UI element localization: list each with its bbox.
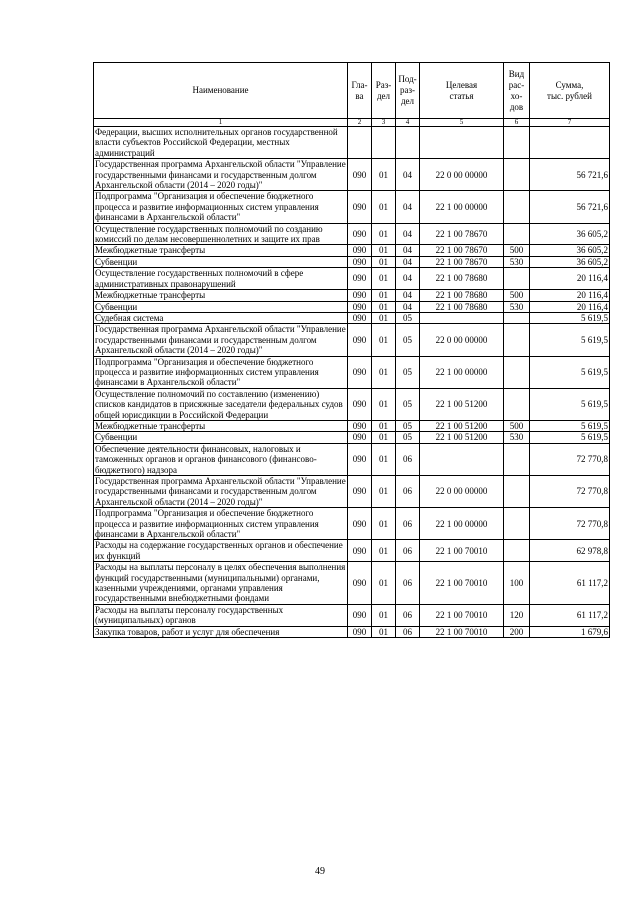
row-sum-cell: 5 619,5 (530, 432, 610, 443)
table-row (94, 388, 610, 420)
row-glava-cell: 090 (348, 420, 372, 431)
header-razdel: Раз- дел (372, 63, 396, 119)
row-glava-cell: 090 (348, 268, 372, 290)
row-glava-cell: 090 (348, 301, 372, 312)
row-podrazdel-cell: 05 (396, 432, 420, 443)
row-statya-cell: 22 1 00 70010 (420, 562, 504, 605)
row-glava-cell: 090 (348, 191, 372, 223)
row-glava-cell: 090 (348, 245, 372, 256)
row-name-cell: Осуществление государственных полномочий по созданию комиссий по делам несовершеннолетних и защите их прав (94, 223, 348, 245)
row-razdel-cell (372, 127, 396, 159)
row-sum-cell: 72 770,8 (530, 443, 610, 475)
row-razdel-cell: 01 (372, 159, 396, 191)
row-name-cell: Расходы на выплаты персоналу государственных (муниципальных) органов (94, 604, 348, 626)
budget-table (93, 62, 610, 638)
row-sum-cell: 20 116,4 (530, 290, 610, 301)
row-vid-cell: 500 (504, 420, 530, 431)
row-statya-cell: 22 1 00 70010 (420, 540, 504, 562)
table-row (94, 604, 610, 626)
row-glava-cell: 090 (348, 256, 372, 267)
header-glava: Гла- ва (348, 63, 372, 119)
row-name-cell: Государственная программа Архангельской области "Управление государственными финансами и государственным долгом Архангельской области (2014 – 2020 годы)" (95, 324, 346, 356)
row-glava-cell: 090 (348, 290, 372, 301)
row-vid-cell (504, 223, 530, 245)
row-razdel-cell: 01 (372, 223, 396, 245)
table-row (94, 356, 610, 388)
row-glava-cell (348, 127, 372, 159)
row-razdel-cell: 01 (372, 312, 396, 323)
row-glava-cell: 090 (348, 476, 372, 508)
table-row (94, 324, 610, 356)
row-sum-cell: 20 116,4 (530, 301, 610, 312)
row-glava-cell: 090 (348, 540, 372, 562)
row-glava-cell: 090 (348, 388, 372, 420)
row-name-cell: Расходы на выплаты персоналу в целях обеспечения выполнения функций государственными (муниципальными) органами, казенными учреждениями, органами управления государственными внебюджетными фондами (94, 562, 348, 605)
row-vid-cell: 100 (504, 562, 530, 605)
column-number: 7 (530, 119, 610, 127)
row-statya-cell (420, 127, 504, 159)
table-row (94, 245, 610, 256)
row-vid-cell (504, 356, 530, 388)
row-statya-cell: 22 1 00 00000 (420, 356, 504, 388)
row-razdel-cell: 01 (372, 256, 396, 267)
row-razdel-cell: 01 (372, 562, 396, 605)
row-sum-cell: 5 619,5 (530, 420, 610, 431)
column-number: 2 (348, 119, 372, 127)
table-row (94, 443, 610, 475)
row-vid-cell (504, 127, 530, 159)
row-statya-cell: 22 0 00 00000 (420, 324, 504, 356)
row-glava-cell: 090 (348, 432, 372, 443)
row-glava-cell: 090 (348, 443, 372, 475)
table-row (94, 159, 610, 191)
row-name-cell: Обеспечение деятельности финансовых, налоговых и таможенных органов и органов финансового (финансово-бюджетного) надзора (94, 443, 348, 475)
row-name-cell: Субвенции (94, 256, 348, 267)
row-statya-cell: 22 0 00 00000 (420, 159, 504, 191)
table-row (94, 420, 610, 431)
row-podrazdel-cell: 04 (396, 301, 420, 312)
row-statya-cell (420, 443, 504, 475)
row-podrazdel-cell: 05 (396, 356, 420, 388)
row-sum-cell: 36 605,2 (530, 223, 610, 245)
row-statya-cell: 22 1 00 70010 (420, 626, 504, 637)
row-podrazdel-cell: 04 (396, 191, 420, 223)
row-sum-cell (530, 127, 610, 159)
row-razdel-cell: 01 (372, 191, 396, 223)
table-row (94, 301, 610, 312)
column-number-row (94, 119, 610, 127)
row-sum-cell: 5 619,5 (530, 356, 610, 388)
row-vid-cell (504, 312, 530, 323)
row-name-cell: Субвенции (94, 301, 348, 312)
row-sum-cell: 5 619,5 (530, 324, 610, 356)
row-statya-cell: 22 1 00 00000 (420, 508, 504, 540)
table-row (94, 191, 610, 223)
row-razdel-cell: 01 (372, 604, 396, 626)
row-vid-cell: 120 (504, 604, 530, 626)
row-glava-cell: 090 (348, 604, 372, 626)
row-sum-cell: 56 721,6 (530, 191, 610, 223)
row-name-cell: Подпрограмма "Организация и обеспечение бюджетного процесса и развитие информационных систем управления финансами в Архангельской области" (94, 356, 348, 388)
header-name: Наименование (94, 63, 348, 119)
row-sum-cell: 5 619,5 (530, 388, 610, 420)
row-vid-cell: 530 (504, 256, 530, 267)
row-vid-cell (504, 191, 530, 223)
row-podrazdel-cell: 04 (396, 290, 420, 301)
row-vid-cell (504, 508, 530, 540)
table-row (94, 432, 610, 443)
row-statya-cell: 22 1 00 78670 (420, 245, 504, 256)
table-row (94, 127, 610, 159)
row-name-cell: Подпрограмма "Организация и обеспечение бюджетного процесса и развитие информационных систем управления финансами в Архангельской области" (94, 191, 348, 223)
row-glava-cell: 090 (348, 223, 372, 245)
table-row (94, 476, 610, 508)
row-razdel-cell: 01 (372, 540, 396, 562)
row-podrazdel-cell: 06 (396, 604, 420, 626)
row-statya-cell: 22 1 00 70010 (420, 604, 504, 626)
row-vid-cell (504, 388, 530, 420)
row-name-cell: Федерации, высших исполнительных органов государственной власти субъектов Российской Федерации, местных администраций (94, 127, 348, 159)
row-name-cell: Осуществление государственных полномочий в сфере административных правонарушений (94, 268, 348, 290)
row-glava-cell: 090 (348, 508, 372, 540)
row-podrazdel-cell: 05 (396, 324, 420, 356)
row-glava-cell: 090 (348, 312, 372, 323)
header-summa: Сумма, тыс. рублей (530, 63, 610, 119)
row-statya-cell: 22 1 00 78670 (420, 256, 504, 267)
row-razdel-cell: 01 (372, 290, 396, 301)
row-podrazdel-cell: 04 (396, 159, 420, 191)
row-name-cell: Закупка товаров, работ и услуг для обеспечения (94, 626, 348, 637)
row-vid-cell: 500 (504, 290, 530, 301)
row-name-cell: Судебная система (94, 312, 348, 323)
column-number: 4 (396, 119, 420, 127)
row-sum-cell: 1 679,6 (530, 626, 610, 637)
row-sum-cell: 5 619,5 (530, 312, 610, 323)
table-row (94, 312, 610, 323)
row-glava-cell: 090 (348, 626, 372, 637)
row-name-cell: Государственная программа Архангельской области "Управление государственными финансами и государственным долгом Архангельской области (2014 – 2020 годы)" (95, 476, 346, 507)
row-sum-cell: 20 116,4 (530, 268, 610, 290)
row-statya-cell: 22 1 00 51200 (420, 432, 504, 443)
row-name-cell: Субвенции (94, 432, 348, 443)
row-name-cell: Осуществление полномочий по составлению (изменению) списков кандидатов в присяжные заседатели федеральных судов общей юрисдикции в Российской Федерации (94, 388, 348, 420)
table-row (94, 223, 610, 245)
row-podrazdel-cell: 04 (396, 223, 420, 245)
row-vid-cell (504, 443, 530, 475)
row-podrazdel-cell: 06 (396, 508, 420, 540)
row-statya-cell: 22 1 00 78680 (420, 290, 504, 301)
row-sum-cell: 56 721,6 (530, 159, 610, 191)
row-statya-cell (420, 312, 504, 323)
row-sum-cell: 36 605,2 (530, 256, 610, 267)
row-vid-cell (504, 476, 530, 508)
row-podrazdel-cell: 06 (396, 540, 420, 562)
row-sum-cell: 61 117,2 (530, 562, 610, 605)
row-vid-cell (504, 268, 530, 290)
row-statya-cell: 22 1 00 78680 (420, 268, 504, 290)
row-razdel-cell: 01 (372, 268, 396, 290)
row-name-cell: Межбюджетные трансферты (94, 245, 348, 256)
row-podrazdel-cell: 04 (396, 256, 420, 267)
row-podrazdel-cell: 04 (396, 268, 420, 290)
row-name-cell: Межбюджетные трансферты (94, 420, 348, 431)
row-statya-cell: 22 0 00 00000 (420, 476, 504, 508)
row-razdel-cell: 01 (372, 301, 396, 312)
row-vid-cell: 200 (504, 626, 530, 637)
row-statya-cell: 22 1 00 78680 (420, 301, 504, 312)
row-name-cell: Межбюджетные трансферты (94, 290, 348, 301)
row-glava-cell: 090 (348, 159, 372, 191)
header-row (94, 63, 610, 119)
row-sum-cell: 72 770,8 (530, 476, 610, 508)
row-statya-cell: 22 1 00 78670 (420, 223, 504, 245)
row-sum-cell: 61 117,2 (530, 604, 610, 626)
row-razdel-cell: 01 (372, 626, 396, 637)
table-row (94, 562, 610, 605)
row-podrazdel-cell: 06 (396, 626, 420, 637)
row-razdel-cell: 01 (372, 476, 396, 508)
table-body (94, 127, 610, 638)
row-podrazdel-cell: 06 (396, 443, 420, 475)
row-podrazdel-cell: 06 (396, 476, 420, 508)
page-number: 49 (315, 866, 325, 877)
row-podrazdel-cell: 06 (396, 562, 420, 605)
row-name-cell: Подпрограмма "Организация и обеспечение бюджетного процесса и развитие информационных систем управления финансами в Архангельской области" (94, 508, 348, 540)
row-sum-cell: 72 770,8 (530, 508, 610, 540)
row-sum-cell: 36 605,2 (530, 245, 610, 256)
table-row (94, 626, 610, 637)
row-podrazdel-cell (396, 127, 420, 159)
table-row (94, 508, 610, 540)
row-sum-cell: 62 978,8 (530, 540, 610, 562)
row-vid-cell: 500 (504, 245, 530, 256)
row-statya-cell: 22 1 00 51200 (420, 388, 504, 420)
column-number: 1 (94, 119, 348, 127)
row-glava-cell: 090 (348, 356, 372, 388)
row-razdel-cell: 01 (372, 356, 396, 388)
row-vid-cell: 530 (504, 432, 530, 443)
row-statya-cell: 22 1 00 00000 (420, 191, 504, 223)
row-name-cell: Расходы на содержание государственных органов и обеспечение их функций (94, 540, 348, 562)
column-number: 6 (504, 119, 530, 127)
row-vid-cell (504, 540, 530, 562)
row-statya-cell: 22 1 00 51200 (420, 420, 504, 431)
row-razdel-cell: 01 (372, 420, 396, 431)
header-statya: Целевая статья (420, 63, 504, 119)
row-glava-cell: 090 (348, 562, 372, 605)
table-row (94, 290, 610, 301)
table-row (94, 256, 610, 267)
row-name-cell: Государственная программа Архангельской области "Управление государственными финансами и государственным долгом Архангельской области (2014 – 2020 годы)" (95, 159, 346, 191)
row-razdel-cell: 01 (372, 388, 396, 420)
row-razdel-cell: 01 (372, 443, 396, 475)
row-podrazdel-cell: 05 (396, 312, 420, 323)
row-podrazdel-cell: 04 (396, 245, 420, 256)
column-number: 5 (420, 119, 504, 127)
row-glava-cell: 090 (348, 324, 372, 356)
header-vid: Вид рас- хо- дов (504, 63, 530, 119)
row-vid-cell: 530 (504, 301, 530, 312)
column-number: 3 (372, 119, 396, 127)
row-razdel-cell: 01 (372, 432, 396, 443)
row-razdel-cell: 01 (372, 508, 396, 540)
table-row (94, 268, 610, 290)
row-vid-cell (504, 159, 530, 191)
row-podrazdel-cell: 05 (396, 420, 420, 431)
table-row (94, 540, 610, 562)
row-podrazdel-cell: 05 (396, 388, 420, 420)
row-vid-cell (504, 324, 530, 356)
header-podrazdel: Под- раз- дел (396, 63, 420, 119)
row-razdel-cell: 01 (372, 245, 396, 256)
row-razdel-cell: 01 (372, 324, 396, 356)
